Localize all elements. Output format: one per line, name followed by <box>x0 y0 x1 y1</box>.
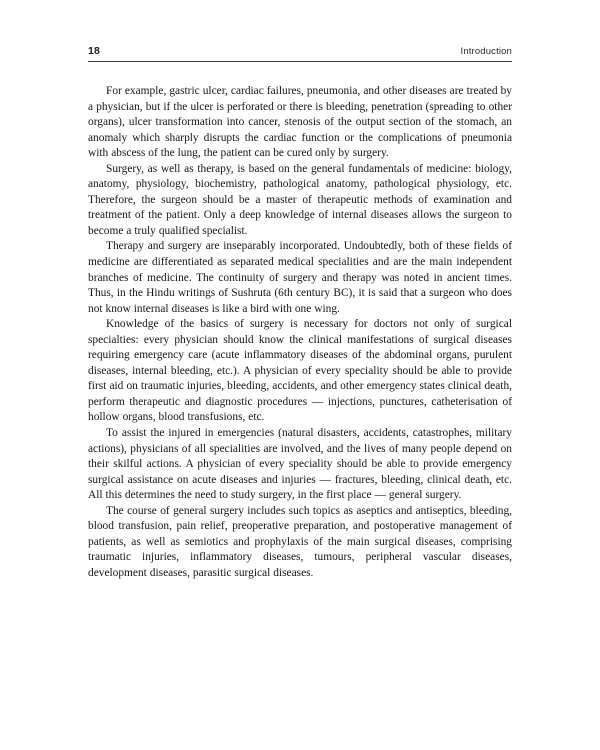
paragraph: To assist the injured in emergencies (natural disasters, accidents, catastrophes, military actions), physicians of all specialities are involved, and the lives of many people depend on their skilful actions. A physician of every speciality should be able to provide emergency surgical assistance on acute diseases and injuries — fractures, bleeding, clinical death, etc. All this determines the need to study surgery, in the first place — general surgery. <box>88 427 512 502</box>
paragraph: Therapy and surgery are inseparably incorporated. Undoubtedly, both of these fields of medicine are differentiated as separated medical specialities and are the main independent branches of medicine. The continuity of surgery and therapy was noted in ancient times. Thus, in the Hindu writings of Sushruta (6th century BC), it is said that a surgeon who does not know internal diseases is like a bird with one wing. <box>88 240 512 315</box>
paragraph: The course of general surgery includes such topics as aseptics and antiseptics, bleeding, blood transfusion, pain relief, preoperative preparation, and postoperative management of patients, as well as semiotics and prophylaxis of the main surgical diseases, comprising traumatic injuries, inflammatory diseases, tumours, peripheral vascular diseases, development diseases, parasitic surgical diseases. <box>88 504 512 579</box>
body-text-column <box>88 84 512 582</box>
page-header <box>88 46 512 62</box>
paragraph: For example, gastric ulcer, cardiac failures, pneumonia, and other diseases are treated by a physician, but if the ulcer is perforated or there is bleeding, penetration (spreading to other organs), ulcer transformation into cancer, stenosis of the output section of the stomach, an anomaly which sharply disrupts the cardiac function or the complications of pneumonia with abscess of the lung, the patient can be cured only by surgery. <box>88 85 512 160</box>
paragraph: Surgery, as well as therapy, is based on the general fundamentals of medicine: biology, anatomy, physiology, biochemistry, pathological anatomy, pathological physiology, etc. Therefore, the surgeon should be a master of therapeutic methods of examination and treatment of the patient. Only a deep knowledge of internal diseases allows the surgeon to become a truly qualified specialist. <box>88 162 512 237</box>
paragraph: Knowledge of the basics of surgery is necessary for doctors not only of surgical specialties: every physician should know the clinical manifestations of surgical diseases requiring emergency care (acute inflammatory diseases of the abdominal organs, purulent diseases, internal bleeding, etc.). A physician of every speciality should be able to provide first aid on traumatic injuries, bleeding, accidents, and other emergency states clinical death, perform therapeutic and diagnostic procedures — injections, punctures, catheterisation of hollow organs, blood transfusions, etc. <box>88 318 512 424</box>
page-number: 18 <box>88 45 101 57</box>
running-head-title: Introduction <box>460 46 512 57</box>
